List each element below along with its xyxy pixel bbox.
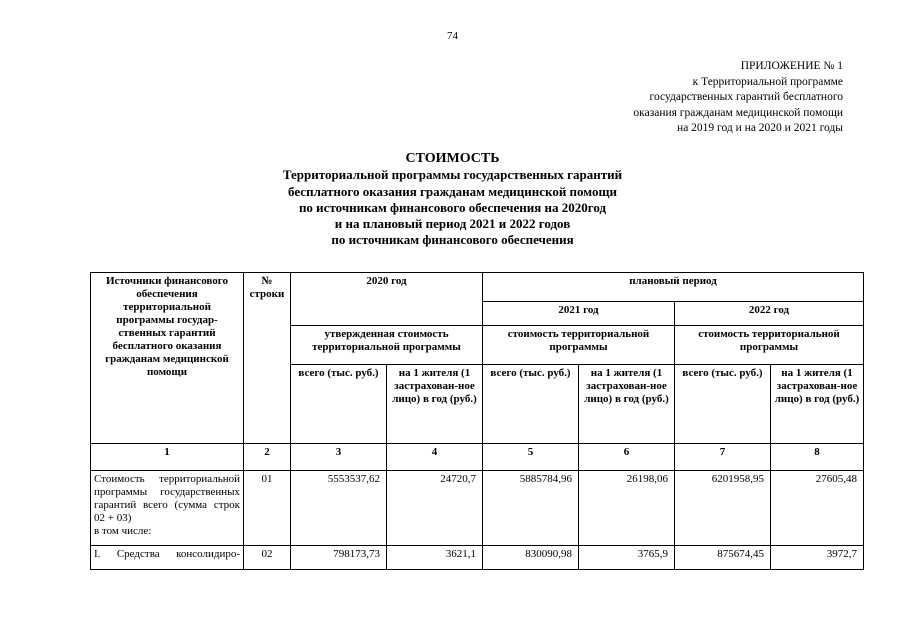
value-cell: 3765,9 [579, 546, 675, 570]
column-number: 1 [91, 444, 244, 471]
header-planned-period: плановый период [483, 273, 864, 302]
appendix-line: на 2019 год и на 2020 и 2021 годы [677, 122, 843, 134]
header-year-2022: 2022 год [675, 302, 864, 326]
title-line: и на плановый период 2021 и 2022 годов [334, 216, 571, 232]
header-total-2020: всего (тыс. руб.) [291, 365, 387, 444]
row-source-text: I. Средства консолидиро- [91, 546, 244, 570]
table-row [91, 471, 864, 546]
row-number: 02 [244, 546, 291, 570]
row-source-cell [91, 471, 244, 546]
header-year-2020: 2020 год [291, 273, 483, 326]
header-cost-2022: стоимость территориальной программы [675, 326, 864, 365]
value-cell: 6201958,95 [675, 471, 771, 546]
header-total-2022: всего (тыс. руб.) [675, 365, 771, 444]
value-cell: 798173,73 [291, 546, 387, 570]
header-row-number: № строки [244, 273, 291, 444]
row-number: 01 [244, 471, 291, 546]
column-number: 8 [771, 444, 864, 471]
header-sources: Источники финансового обеспечения территориальной программы государ-ственных гарантий бесплатного оказания гражданам медицинской помощи [91, 273, 244, 444]
value-cell: 3621,1 [387, 546, 483, 570]
appendix-line: оказания гражданам медицинской помощи [633, 106, 843, 119]
column-number: 6 [579, 444, 675, 471]
header-per-capita-2020: на 1 жителя (1 застрахован-ное лицо) в год (руб.) [387, 365, 483, 444]
appendix-line: к Территориальной программе [692, 75, 843, 88]
value-cell: 27605,48 [771, 471, 864, 546]
title-main: СТОИМОСТЬ [405, 151, 500, 166]
header-per-capita-2021: на 1 жителя (1 застрахован-ное лицо) в год (руб.) [579, 365, 675, 444]
value-cell: 26198,06 [579, 471, 675, 546]
header-year-2021: 2021 год [483, 302, 675, 326]
title-line: Территориальной программы государственных гарантий [282, 167, 623, 183]
table-row [91, 546, 864, 570]
title-line: по источникам финансового обеспечения на 2020год [298, 199, 607, 215]
value-cell: 3972,7 [771, 546, 864, 570]
header-per-capita-2022: на 1 жителя (1 застрахован-ное лицо) в год (руб.) [771, 365, 864, 444]
page-number: 74 [447, 30, 458, 42]
value-cell: 875674,45 [675, 546, 771, 570]
column-number: 4 [387, 444, 483, 471]
header-approved-cost: утвержденная стоимость территориальной программы [291, 326, 483, 365]
appendix-line: ПРИЛОЖЕНИЕ № 1 [740, 60, 843, 72]
column-number-row [91, 444, 864, 471]
value-cell: 24720,7 [387, 471, 483, 546]
value-cell: 830090,98 [483, 546, 579, 570]
column-number: 2 [244, 444, 291, 471]
appendix-line: государственных гарантий бесплатного [649, 91, 843, 103]
column-number: 3 [291, 444, 387, 471]
column-number: 5 [483, 444, 579, 471]
cost-table [90, 272, 864, 570]
row-source-text: Стоимость территориальной программы государственных гарантий всего (сумма строк 02 + 03) [94, 473, 240, 524]
title-line: по источникам финансового обеспечения [331, 232, 574, 248]
appendix-header [633, 59, 843, 137]
header-cost-2021: стоимость территориальной программы [483, 326, 675, 365]
header-total-2021: всего (тыс. руб.) [483, 365, 579, 444]
title-line: бесплатного оказания гражданам медицинской помощи [288, 183, 617, 199]
value-cell: 5553537,62 [291, 471, 387, 546]
column-number: 7 [675, 444, 771, 471]
row-note: в том числе: [94, 525, 152, 537]
document-title [0, 151, 905, 249]
value-cell: 5885784,96 [483, 471, 579, 546]
